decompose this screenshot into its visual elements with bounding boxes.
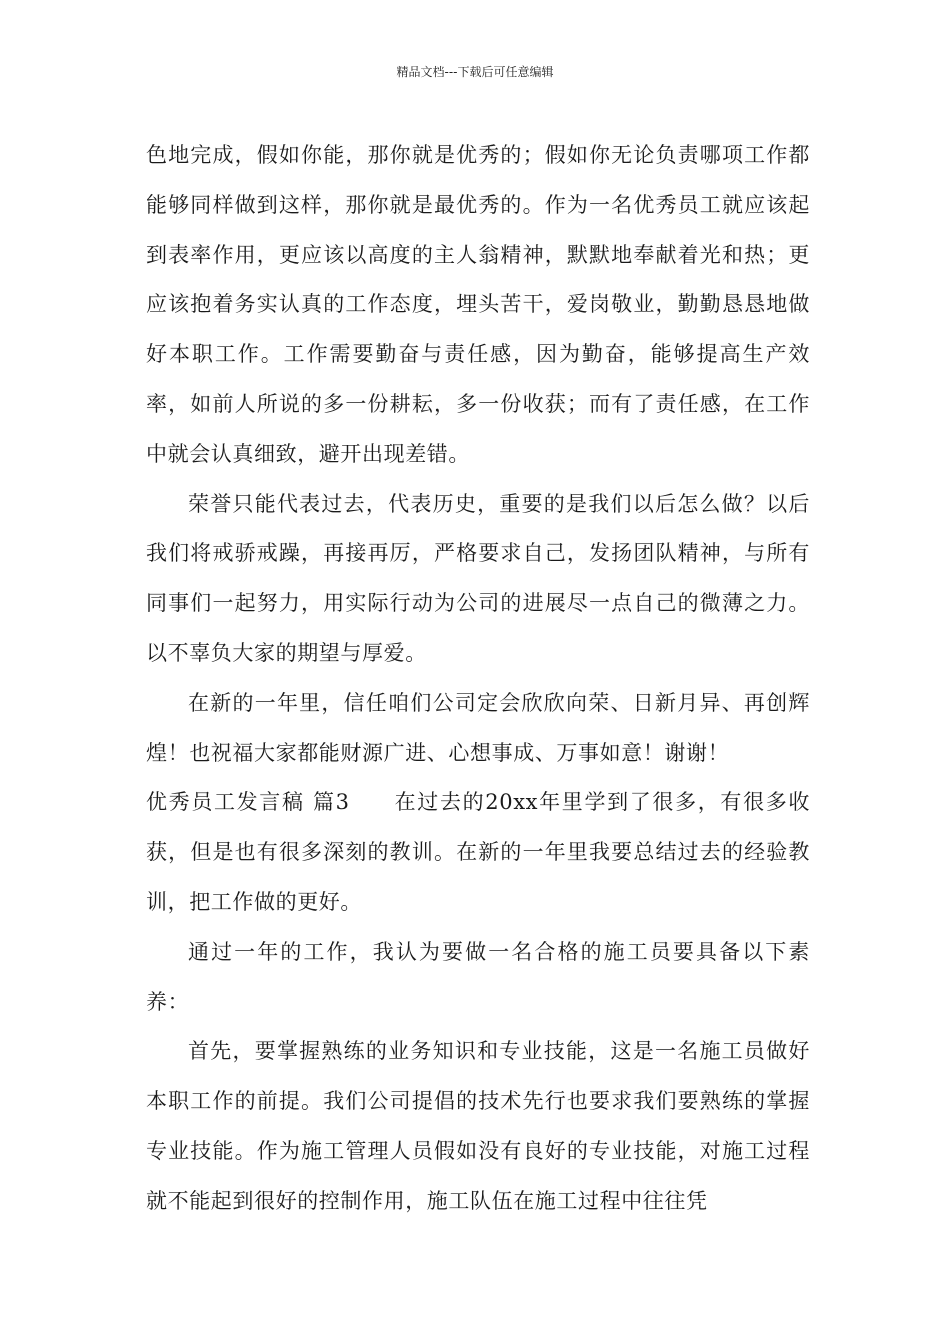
paragraph-2: 荣誉只能代表过去，代表历史，重要的是我们以后怎么做？以后我们将戒骄戒躁，再接再厉，严格要求自己，发扬团队精神，与所有同事们一起努力，用实际行动为公司的进展尽一点自己的微薄之力。以不辜负大家的期望与厚爱。 [146, 491, 810, 665]
paragraph-3: 在新的一年里，信任咱们公司定会欣欣向荣、日新月异、再创辉煌！也祝福大家都能财源广进、心想事成、万事如意！谢谢！ [146, 690, 810, 765]
paragraph-4-text: 在过去的20xx年里学到了很多，有很多收获，但是也有很多深刻的教训。在新的一年里我要总结过去的经验教训，把工作做的更好。 [146, 790, 810, 914]
paragraph-6: 首先，要掌握熟练的业务知识和专业技能，这是一名施工员做好本职工作的前提。我们公司提倡的技术先行也要求我们要熟练的掌握专业技能。作为施工管理人员假如没有良好的专业技能，对施工过程就不能起到很好的控制作用，施工队伍在施工过程中往往凭 [146, 1039, 810, 1213]
document-body [146, 131, 810, 1227]
page-header: 精品文档---下载后可任意编辑 [396, 65, 554, 79]
section-title: 优秀员工发言稿 篇3 [146, 790, 350, 815]
paragraph-4 [146, 778, 810, 927]
paragraph-1: 色地完成，假如你能，那你就是优秀的；假如你无论负责哪项工作都能够同样做到这样，那你就是最优秀的。作为一名优秀员工就应该起到表率作用，更应该以高度的主人翁精神，默默地奉献着光和热；更应该抱着务实认真的工作态度，埋头苦干，爱岗敬业，勤勤恳恳地做好本职工作。工作需要勤奋与责任感，因为勤奋，能够提高生产效率，如前人所说的多一份耕耘，多一份收获；而有了责任感，在工作中就会认真细致，避开出现差错。 [146, 143, 810, 466]
paragraph-5: 通过一年的工作，我认为要做一名合格的施工员要具备以下素养： [146, 939, 810, 1014]
